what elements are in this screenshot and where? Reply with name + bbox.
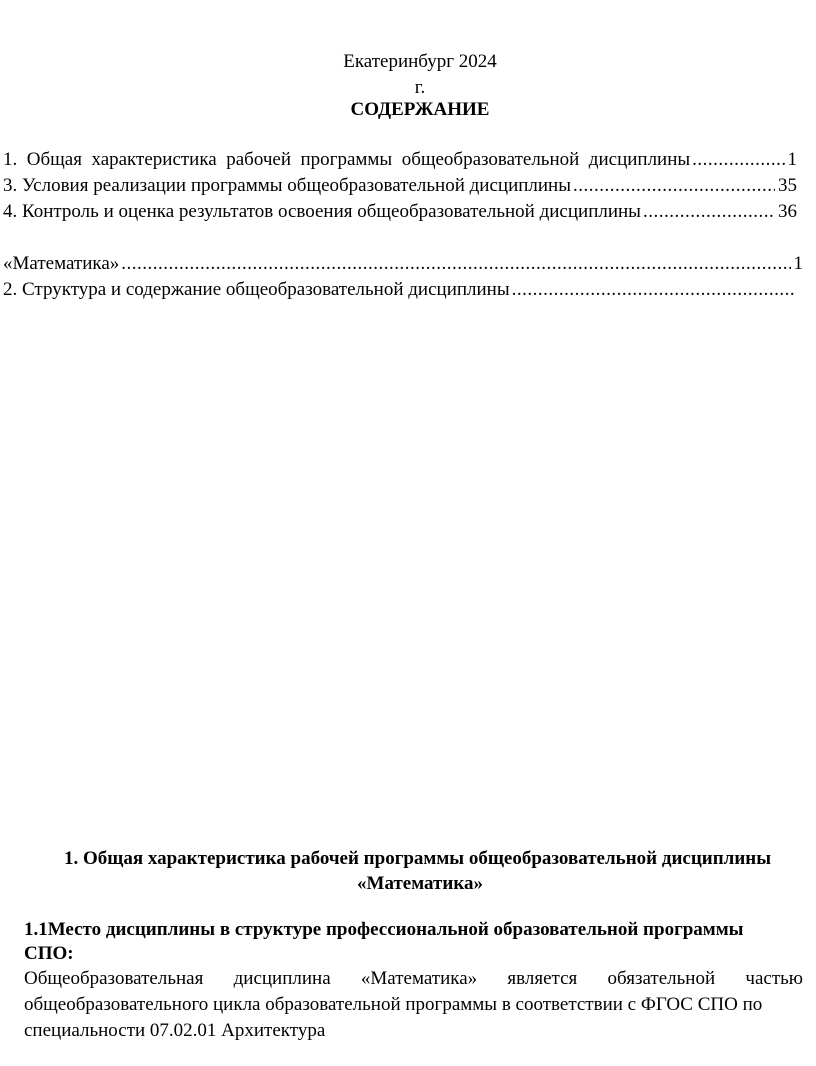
- toc-leader: [573, 174, 775, 198]
- toc-item-page: 1: [793, 253, 803, 274]
- toc-leader: [121, 252, 790, 276]
- subsection-title-line2: СПО:: [24, 943, 74, 964]
- toc-item-page: 35: [778, 175, 797, 196]
- city-year: Екатеринбург 2024: [343, 51, 497, 72]
- toc-item-1[interactable]: [3, 148, 797, 172]
- toc-item-label: 3. Условия реализации программы общеобразовательной дисциплины: [3, 175, 571, 196]
- toc-item-mathematics[interactable]: [3, 252, 803, 276]
- toc-leader: [643, 200, 775, 224]
- toc-item-4[interactable]: [3, 200, 797, 224]
- toc-item-label: 4. Контроль и оценка результатов освоения общеобразовательной дисциплины: [3, 201, 641, 222]
- toc-leader: [692, 148, 784, 172]
- toc-leader: [512, 278, 796, 302]
- paragraph-line2: общеобразовательного цикла образовательной программы в соответствии с ФГОС СПО по: [24, 994, 763, 1015]
- toc-item-label: «Математика»: [3, 253, 120, 274]
- subsection-title-line1: 1.1Место дисциплины в структуре профессиональной образовательной программы: [24, 919, 744, 940]
- toc-item-page: 1: [787, 149, 797, 170]
- toc-item-page: 36: [778, 201, 797, 222]
- section-title-line2: «Математика»: [357, 873, 483, 894]
- toc-item-label: 1. Общая характеристика рабочей программы общеобразовательной дисциплины: [3, 149, 691, 170]
- year-suffix: г.: [414, 77, 426, 98]
- paragraph-line1: Общеобразовательная дисциплина «Математика» является обязательной частью: [24, 968, 803, 989]
- toc-item-3[interactable]: [3, 174, 797, 198]
- toc-item-label: 2. Структура и содержание общеобразовательной дисциплины: [3, 279, 510, 300]
- toc-title: СОДЕРЖАНИЕ: [350, 99, 490, 120]
- section-title-line1: 1. Общая характеристика рабочей программы общеобразовательной дисциплины: [64, 848, 772, 869]
- toc-item-2[interactable]: [3, 278, 799, 302]
- paragraph-line3: специальности 07.02.01 Архитектура: [24, 1020, 326, 1041]
